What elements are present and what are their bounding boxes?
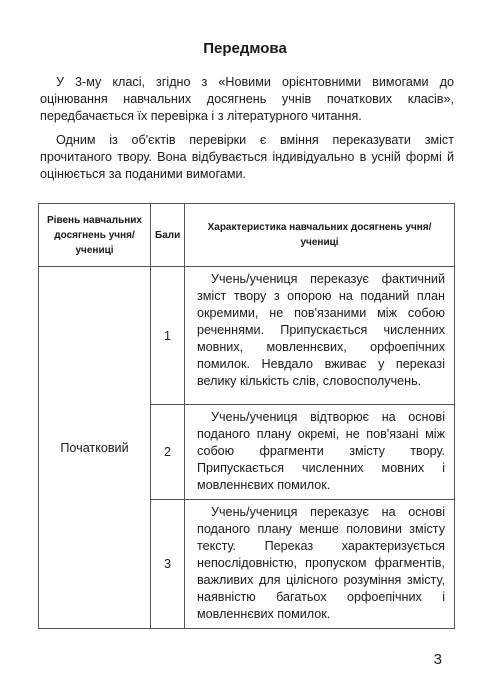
page-number: 3	[433, 651, 442, 668]
table-row	[39, 267, 455, 405]
description-cell: Учень/учениця відтворює на основі поданого плану окремі, не пов'язані між собою фрагменти змісту твору. Припускається численних мовних і мовленнєвих помилок.	[185, 405, 455, 500]
score-cell: 3	[151, 500, 185, 629]
grading-table	[38, 203, 455, 629]
header-description: Характеристика навчальних досягнень учня/учениці	[185, 204, 455, 267]
intro-paragraph-2: Одним із об'єктів перевірки є вміння переказувати зміст прочитаного твору. Вона відбувається індивідуально в усній формі й оцінюється за поданими вимогами.	[40, 133, 454, 181]
intro-paragraph-1: У 3-му класі, згідно з «Новими орієнтовними вимогами до оцінювання навчальних досягнень учнів початкових класів», передбачається їх перевірка і з літературного читання.	[40, 75, 454, 123]
description-cell: Учень/учениця переказує фактичний зміст твору з опорою на поданий план окремими, не пов'язаними між собою реченнями. Припускається численних мовних, мовленнєвих, орфоепічних помилок. Невдало вживає у переказі велику кількість слів, словосполучень.	[185, 267, 455, 405]
header-score: Бали	[151, 204, 185, 267]
table-header-row	[39, 204, 455, 267]
description-cell: Учень/учениця переказує на основі поданого плану менше половини змісту тексту. Переказ характеризується непослідовністю, пропуском фрагментів, важливих для цілісного розуміння змісту, наявністю багатьох орфоепічних і мовленнєвих помилок.	[185, 500, 455, 629]
header-level: Рівень навчальних досягнень учня/учениці	[39, 204, 151, 267]
score-cell: 2	[151, 405, 185, 500]
level-cell: Початковий	[39, 267, 151, 629]
page-title: Передмова	[203, 40, 287, 57]
score-cell: 1	[151, 267, 185, 405]
